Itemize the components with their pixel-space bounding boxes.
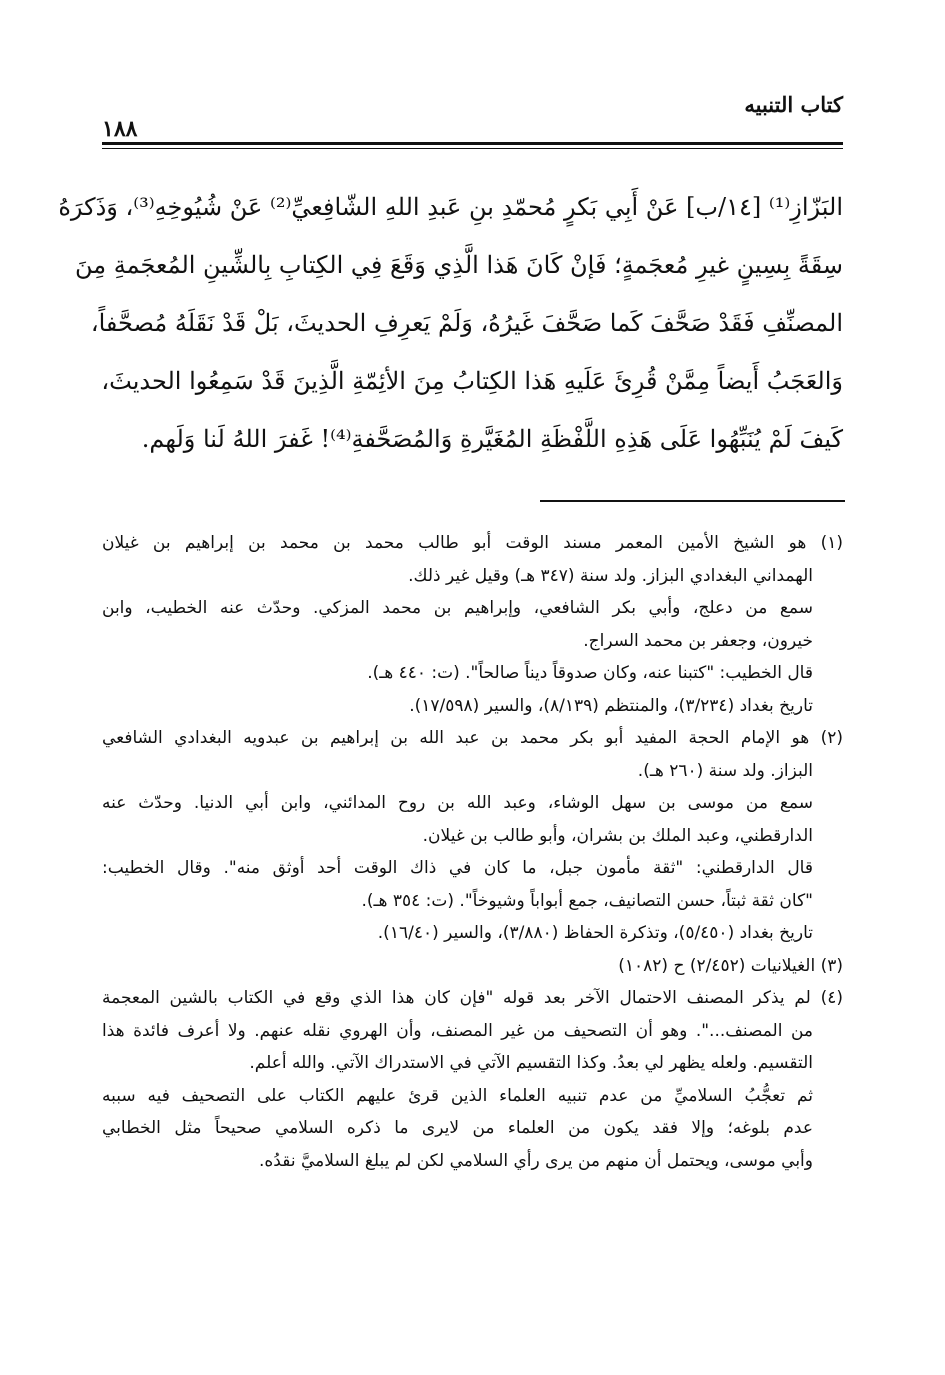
footnote-line: (١) هو الشيخ الأمين المعمر مسند الوقت أبو طالب محمد بن محمد بن إبراهيم بن غيلان — [102, 533, 843, 553]
footnote-line: الهمداني البغدادي البزاز. ولد سنة (٣٤٧ هـ) وقيل غير ذلك. — [408, 565, 813, 586]
footnote-line: (٤) لم يذكر المصنف الاحتمال الآخر بعد قوله "فإن كان هذا الذي وقع في الكتاب بالشين المعجمة — [102, 988, 843, 1008]
footnote-line: "كان ثقة ثبتاً، حسن التصانيف، جمع أبواباً وشيوخاً". (ت: ٣٥٤ هـ). — [361, 890, 813, 911]
header-rule-thick — [102, 142, 843, 145]
main-text-line: وَالعَجَبُ أَيضاً مِمَّنْ قُرِئَ عَلَيهِ هَذا الكِتابُ مِنَ الأئِمّةِ الَّذِينَ قَدْ سَمِعُوا الحديثَ، — [101, 367, 843, 395]
footnote-line: من المصنف...". وهو أن التصحيف من غير المصنف، وأن الهروي نقله عنهم. ولا أعرف فائدة هذا — [102, 1020, 813, 1041]
footnote-line: سمع من دعلج، وأبي بكر الشافعي، وإبراهيم بن محمد المزكي. وحدّث عنه الخطيب، وابن — [102, 598, 813, 618]
footnote-line: خيرون، وجعفر بن محمد السراج. — [583, 630, 813, 651]
footnote-line: ثم تعجُّبُ السلاميِّ من عدم تنبيه العلماء الذين قرئ عليهم الكتاب على التصحيف فيه سببه — [102, 1085, 813, 1106]
main-text-line: المصنِّفِ فَقَدْ صَحَّفَ كَما صَحَّفَ غَيرُهُ، وَلَمْ يَعرِفِ الحديثَ، بَلْ قَدْ نَقَلَهُ مُصحَّفاً، — [90, 309, 843, 337]
footnote-line: سمع من موسى بن سهل الوشاء، وعبد الله بن روح المدائني، وابن أبي الدنيا. وحدّث عنه — [102, 793, 813, 813]
page-header — [102, 88, 843, 148]
footnotes — [102, 527, 843, 1177]
main-text-line: البَزّازِ⁽¹⁾ [١٤/ب] عَنْ أَبِي بَكرٍ مُحمّدِ بنِ عَبدِ اللهِ الشّافِعيِّ⁽²⁾ عَنْ شُيُوخِهِ⁽³⁾، وَذَكرَهُ — [58, 193, 843, 221]
footnote-line: قال الدارقطني: "ثقة مأمون جبل، ما كان في ذاك الوقت أحد أوثق منه". وقال الخطيب: — [102, 858, 813, 878]
footnote-line: الدارقطني، وعبد الملك بن بشران، وأبو طالب بن غيلان. — [422, 825, 813, 846]
footnote-separator — [540, 500, 845, 502]
header-rule-thin — [102, 148, 843, 149]
main-text — [58, 178, 843, 468]
footnote-line: (٣) الغيلانيات (٢/٤٥٢) ح (١٠٨٢) — [618, 955, 843, 976]
footnote-line: قال الخطيب: "كتبنا عنه، وكان صدوقاً ديناً صالحاً". (ت: ٤٤٠ هـ). — [367, 663, 813, 683]
footnote-line: تاريخ بغداد (٥/٤٥٠)، وتذكرة الحفاظ (٣/٨٨٠)، والسير (١٦/٤٠). — [377, 923, 813, 943]
footnote-line: وأبي موسى، ويحتمل أن منهم من يرى رأي السلامي لكن لم يبلغ السلاميَّ نقدُه. — [259, 1150, 813, 1171]
footnote-line: (٢) هو الإمام الحجة المفيد أبو بكر محمد بن عبد الله بن إبراهيم بن عبدويه البغدادي الشافعي — [102, 728, 843, 748]
footnote-line: البزاز. ولد سنة (٢٦٠ هـ). — [637, 760, 813, 781]
footnote-line: تاريخ بغداد (٣/٢٣٤)، والمنتظم (٨/١٣٩)، والسير (١٧/٥٩٨). — [409, 695, 813, 716]
page-number: ١٨٨ — [102, 116, 138, 142]
main-text-line: سِقَةً بِسِينٍ غيرِ مُعجَمةٍ؛ فَإنْ كَانَ هَذا الَّذِي وَقَعَ فِي الكِتابِ بِالشِّينِ المُعجَمةِ مِنَ — [75, 251, 843, 279]
footnote-line: التقسيم. ولعله يظهر لي بعدُ. وكذا التقسيم الآتي في الاستدراك الآتي. والله أعلم. — [249, 1053, 813, 1073]
book-title: كتاب التنبيه — [744, 92, 843, 117]
footnote-line: عدم بلوغه؛ وإلا فقد يكون من العلماء من لايرى ما ذكره السلامي صحيحاً مثل الخطابي — [102, 1118, 813, 1138]
main-text-line: كَيفَ لَمْ يُنَبِّهُوا عَلَى هَذِهِ اللَّفْظَةِ المُغَيَّرةِ وَالمُصَحَّفةِ⁽⁴⁾! غَفرَ اللهُ لَنا وَلَهم. — [141, 425, 843, 453]
